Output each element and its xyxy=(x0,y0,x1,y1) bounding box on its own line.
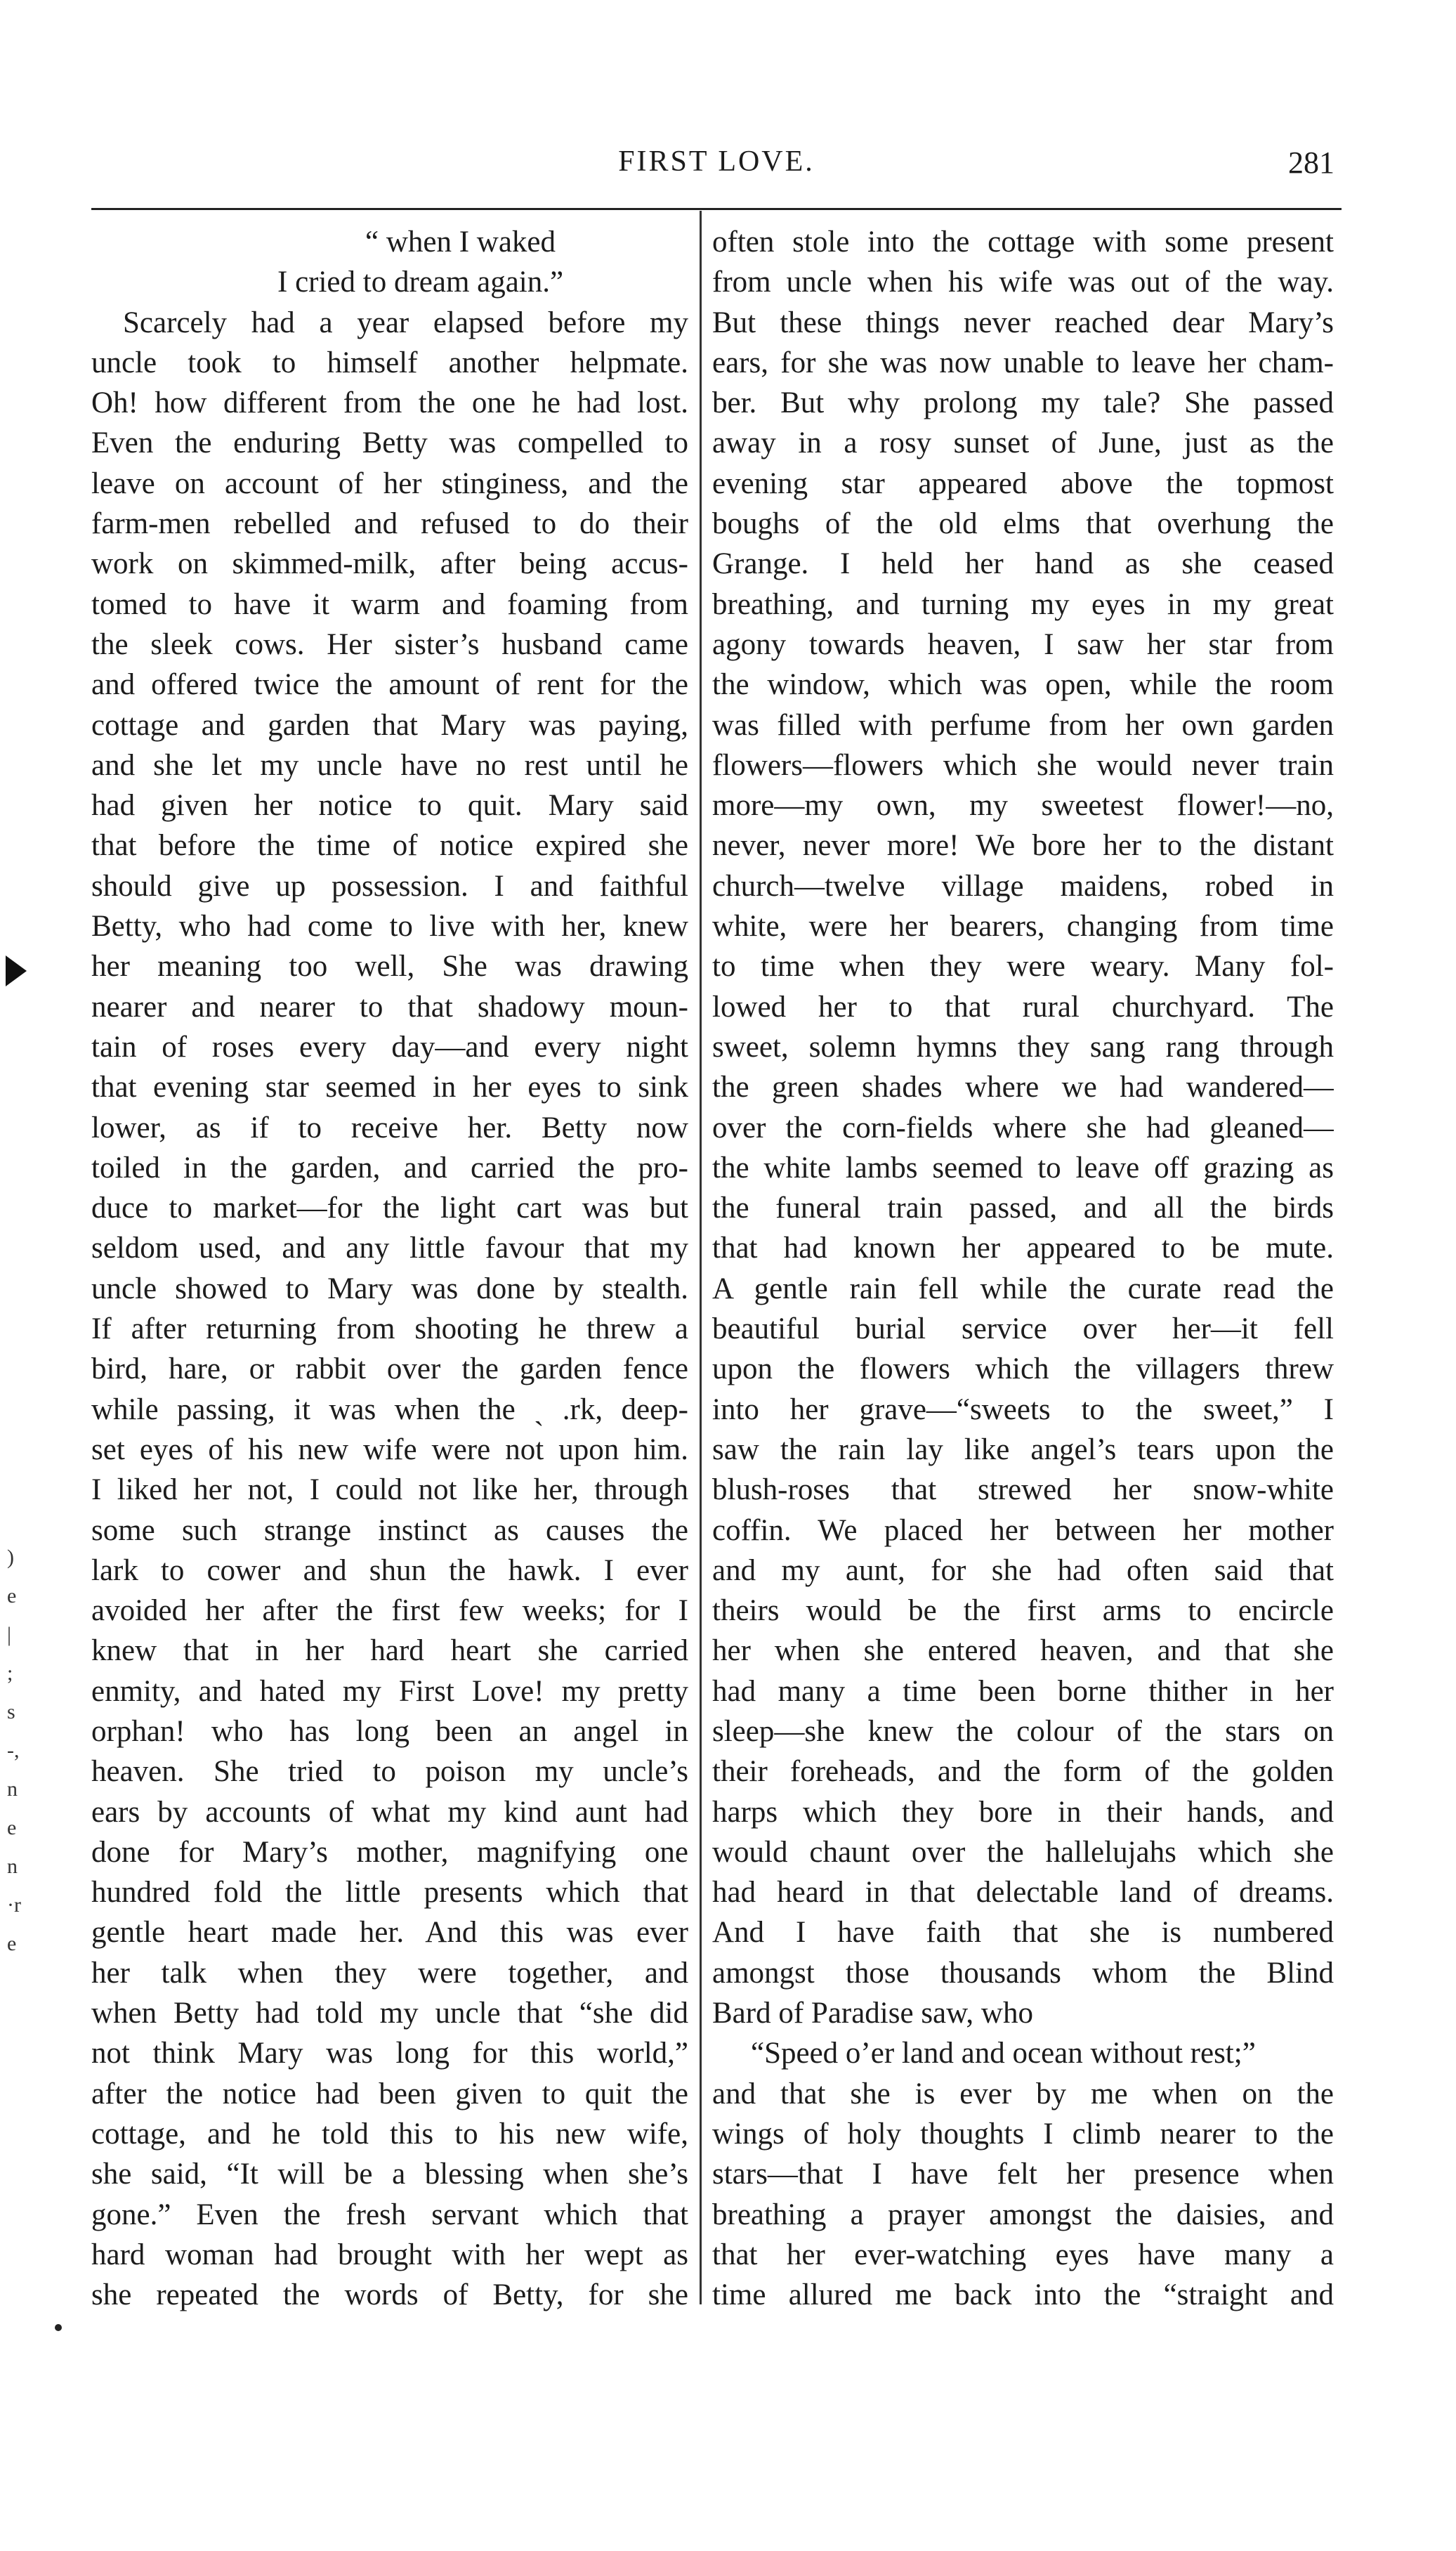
text-line: amongst those thousands whom the Blind xyxy=(712,1956,1334,1990)
page-number: 281 xyxy=(1288,145,1334,180)
text-line: that had known her appeared to be mute. xyxy=(712,1232,1334,1265)
text-line: and offered twice the amount of rent for the xyxy=(91,668,688,702)
text-line: to time when they were weary. Many fol- xyxy=(712,950,1334,984)
text-line: Bard of Paradise saw, who xyxy=(712,1997,1033,2030)
text-line: tain of roses every day—and every night xyxy=(91,1030,688,1064)
text-line: enmity, and hated my First Love! my pretty xyxy=(91,1674,688,1708)
text-line: some such strange instinct as causes the xyxy=(91,1513,688,1547)
text-line: ber. But why prolong my tale? She passed xyxy=(712,386,1334,420)
text-line: should give up possession. I and faithful xyxy=(91,869,688,903)
text-line: their foreheads, and the form of the golden xyxy=(712,1755,1334,1789)
text-line: that evening star seemed in her eyes to sink xyxy=(91,1071,688,1104)
text-line: time allured me back into the “straight and xyxy=(712,2278,1334,2312)
text-line: her meaning too well, She was drawing xyxy=(91,950,688,984)
text-line: cottage, and he told this to his new wife, xyxy=(91,2117,688,2151)
text-line: lowed her to that rural churchyard. The xyxy=(712,990,1334,1024)
text-line: orphan! who has long been an angel in xyxy=(91,1714,688,1748)
text-line: done for Mary’s mother, magnifying one xyxy=(91,1835,688,1869)
text-line: Scarcely had a year elapsed before my xyxy=(123,306,688,339)
text-line: If after returning from shooting he threw a xyxy=(91,1312,688,1346)
text-line: the funeral train passed, and all the birds xyxy=(712,1192,1334,1225)
text-line: heaven. She tried to poison my uncle’s xyxy=(91,1755,688,1789)
text-line: while passing, it was when the ˎ .rk, deep- xyxy=(91,1392,688,1426)
margin-mark: | xyxy=(7,1623,12,1646)
text-line: over the corn-fields where she had gleaned— xyxy=(712,1111,1334,1144)
page-header xyxy=(91,145,1342,201)
text-line: had many a time been borne thither in her xyxy=(712,1674,1334,1708)
text-line: the window, which was open, while the room xyxy=(712,668,1334,702)
text-line: ears by accounts of what my kind aunt had xyxy=(91,1795,688,1829)
margin-mark: n xyxy=(7,1855,18,1878)
text-line: the green shades where we had wandered— xyxy=(712,1071,1334,1104)
text-line: away in a rosy sunset of June, just as the xyxy=(712,426,1334,460)
text-line: seldom used, and any little favour that my xyxy=(91,1232,688,1265)
margin-mark: n xyxy=(7,1777,18,1801)
text-line: that before the time of notice expired she xyxy=(91,829,688,863)
text-line: white, were her bearers, changing from time xyxy=(712,910,1334,944)
text-line: harps which they bore in their hands, and xyxy=(712,1795,1334,1829)
text-line: duce to market—for the light cart was but xyxy=(91,1192,688,1225)
text-line: I cried to dream again.” xyxy=(277,266,564,299)
text-line: Grange. I held her hand as she ceased xyxy=(712,547,1334,581)
margin-mark: e xyxy=(7,1816,17,1839)
text-line: into her grave—“sweets to the sweet,” I xyxy=(712,1392,1334,1426)
text-line: A gentle rain fell while the curate read the xyxy=(712,1272,1334,1305)
text-line: work on skimmed-milk, after being accus- xyxy=(91,547,688,581)
text-line: nearer and nearer to that shadowy moun- xyxy=(91,990,688,1024)
text-line: breathing, and turning my eyes in my great xyxy=(712,587,1334,621)
text-line: coffin. We placed her between her mother xyxy=(712,1513,1334,1547)
text-line: lower, as if to receive her. Betty now xyxy=(91,1111,688,1144)
text-line: beautiful burial service over her—it fell xyxy=(712,1312,1334,1346)
text-line: and that she is ever by me when on the xyxy=(712,2077,1334,2110)
text-line: uncle took to himself another helpmate. xyxy=(91,346,688,379)
text-line: gone.” Even the fresh servant which that xyxy=(91,2198,688,2231)
text-line: had heard in that delectable land of dreams. xyxy=(712,1876,1334,1910)
margin-mark: ) xyxy=(7,1546,14,1569)
left-column xyxy=(91,222,688,2315)
running-title: FIRST LOVE. xyxy=(618,145,815,178)
text-line: not think Mary was long for this world,” xyxy=(91,2037,688,2070)
text-line: wings of holy thoughts I climb nearer to the xyxy=(712,2117,1334,2151)
column-divider xyxy=(700,211,702,2304)
text-line: her when she entered heaven, and that she xyxy=(712,1634,1334,1668)
text-line: she repeated the words of Betty, for she xyxy=(91,2278,688,2312)
text-line: the sleek cows. Her sister’s husband came xyxy=(91,627,688,661)
text-line: theirs would be the first arms to encircle xyxy=(712,1594,1334,1628)
text-line: tomed to have it warm and foaming from xyxy=(91,587,688,621)
margin-mark: e xyxy=(7,1584,17,1607)
text-line: stars—that I have felt her presence when xyxy=(712,2158,1334,2191)
text-line: avoided her after the first few weeks; for I xyxy=(91,1594,688,1628)
text-line: and she let my uncle have no rest until he xyxy=(91,748,688,782)
quoted-verse: “Speed o’er land and ocean without rest;” xyxy=(751,2037,1256,2070)
text-line: upon the flowers which the villagers threw xyxy=(712,1352,1334,1386)
margin-mark: s xyxy=(7,1700,15,1723)
text-line: her talk when they were together, and xyxy=(91,1956,688,1990)
text-line: “ when I waked xyxy=(365,226,556,259)
text-line: agony towards heaven, I saw her star from xyxy=(712,627,1334,661)
header-rule xyxy=(91,208,1342,210)
text-line: knew that in her hard heart she carried xyxy=(91,1634,688,1668)
margin-mark: ; xyxy=(7,1662,13,1685)
text-line: leave on account of her stinginess, and the xyxy=(91,467,688,500)
text-line: and my aunt, for she had often said that xyxy=(712,1553,1334,1587)
text-line: But these things never reached dear Mary’s xyxy=(712,306,1334,339)
margin-mark: -, xyxy=(7,1739,20,1762)
text-line: she said, “It will be a blessing when she’s xyxy=(91,2158,688,2191)
text-line: more—my own, my sweetest flower!—no, xyxy=(712,789,1334,823)
text-line: Betty, who had come to live with her, knew xyxy=(91,910,688,944)
text-line: blush-roses that strewed her snow-white xyxy=(712,1473,1334,1507)
text-line: breathing a prayer amongst the daisies, and xyxy=(712,2198,1334,2231)
text-line: cottage and garden that Mary was paying, xyxy=(91,708,688,742)
margin-arrow-icon xyxy=(6,955,27,986)
text-line: I liked her not, I could not like her, through xyxy=(91,1473,688,1507)
text-line: toiled in the garden, and carried the pro- xyxy=(91,1151,688,1185)
text-line: flowers—flowers which she would never train xyxy=(712,748,1334,782)
margin-dot xyxy=(55,2324,62,2331)
text-line: from uncle when his wife was out of the way. xyxy=(712,266,1334,299)
text-line: Oh! how different from the one he had lost. xyxy=(91,386,688,420)
text-line: when Betty had told my uncle that “she did xyxy=(91,1997,688,2030)
text-line: gentle heart made her. And this was ever xyxy=(91,1916,688,1950)
text-line: evening star appeared above the topmost xyxy=(712,467,1334,500)
text-line: had given her notice to quit. Mary said xyxy=(91,789,688,823)
text-line: that her ever-watching eyes have many a xyxy=(712,2238,1334,2271)
text-line: lark to cower and shun the hawk. I ever xyxy=(91,1553,688,1587)
text-line: saw the rain lay like angel’s tears upon the xyxy=(712,1433,1334,1466)
text-line: Even the enduring Betty was compelled to xyxy=(91,426,688,460)
text-line: And I have faith that she is numbered xyxy=(712,1916,1334,1950)
text-line: would chaunt over the hallelujahs which she xyxy=(712,1835,1334,1869)
text-line: the white lambs seemed to leave off grazing as xyxy=(712,1151,1334,1185)
text-line: church—twelve village maidens, robed in xyxy=(712,869,1334,903)
text-line: set eyes of his new wife were not upon him. xyxy=(91,1433,688,1466)
text-line: hundred fold the little presents which that xyxy=(91,1876,688,1910)
text-line: sweet, solemn hymns they sang rang through xyxy=(712,1030,1334,1064)
text-line: after the notice had been given to quit the xyxy=(91,2077,688,2110)
text-line: ears, for she was now unable to leave her cham- xyxy=(712,346,1334,379)
text-line: often stole into the cottage with some present xyxy=(712,226,1334,259)
text-line: uncle showed to Mary was done by stealth. xyxy=(91,1272,688,1305)
right-column xyxy=(712,222,1334,2315)
text-line: boughs of the old elms that overhung the xyxy=(712,507,1334,541)
margin-mark: ·r xyxy=(7,1893,21,1917)
text-line: hard woman had brought with her wept as xyxy=(91,2238,688,2271)
text-line: was filled with perfume from her own garden xyxy=(712,708,1334,742)
text-line: sleep—she knew the colour of the stars on xyxy=(712,1714,1334,1748)
text-line: never, never more! We bore her to the distant xyxy=(712,829,1334,863)
text-line: farm-men rebelled and refused to do their xyxy=(91,507,688,541)
text-line: bird, hare, or rabbit over the garden fence xyxy=(91,1352,688,1386)
margin-mark: e xyxy=(7,1932,17,1955)
